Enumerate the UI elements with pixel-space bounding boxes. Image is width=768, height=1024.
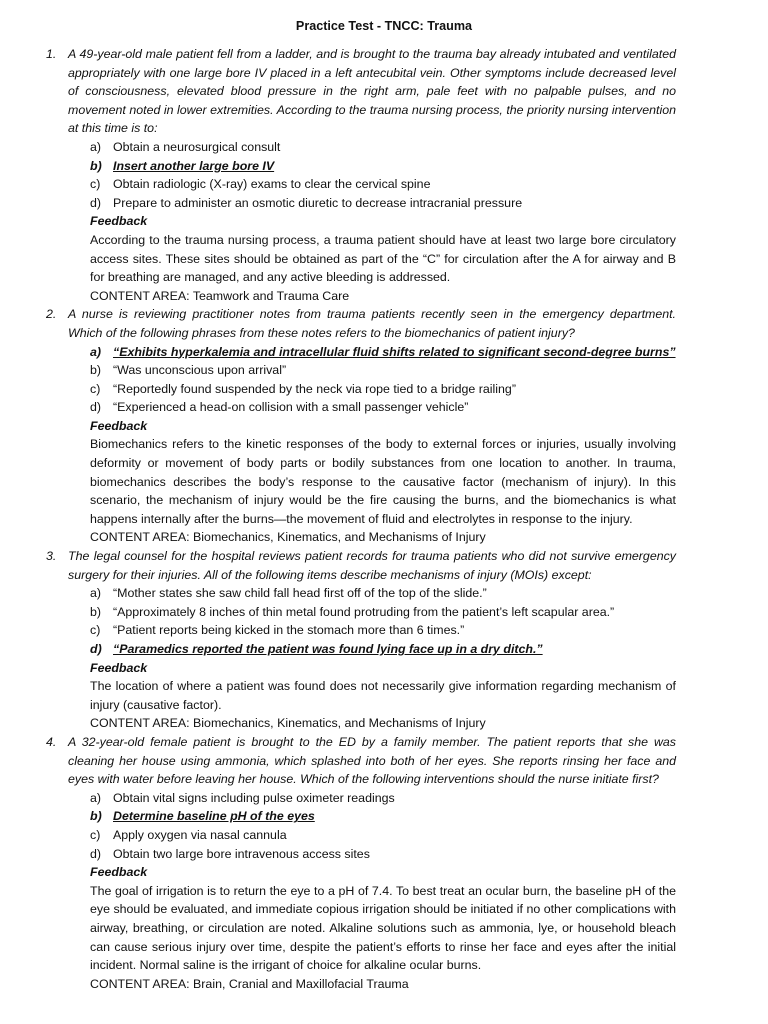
option-text: “Mother states she saw child fall head first off of the top of the slide.” [113,586,487,601]
question-stem-row [46,45,676,138]
option-text: Determine baseline pH of the eyes [113,809,315,824]
option-letter: c) [90,623,101,638]
feedback-text: According to the trauma nursing process, a trauma patient should have at least two large bore circulatory access sites. These sites should be obtained as part of the “C” for circulation after the A for airway and B for breathing are managed, and any active bleeding is addressed. [90,232,676,285]
option-a [90,584,676,603]
option-letter: d) [90,195,102,210]
option-text: Prepare to administer an osmotic diuretic to decrease intracranial pressure [113,195,523,210]
option-d [90,194,676,213]
question-number: 2. [46,307,57,322]
option-text: Obtain two large bore intravenous access sites [113,846,370,861]
answer-block [90,138,676,305]
option-d [90,398,676,417]
question-3 [46,547,676,733]
question-1 [46,45,676,305]
feedback-label: Feedback [90,660,148,675]
option-a-correct [90,343,676,362]
option-b-correct [90,807,676,826]
option-a [90,789,676,808]
option-a [90,138,676,157]
question-stem: The legal counsel for the hospital reviews patient records for trauma patients who did not survive emergency surgery for their injuries. All of the following items describe mechanisms of injury (MOIs) except: [68,549,676,582]
option-letter: d) [90,846,102,861]
option-c [90,380,676,399]
feedback-text: The location of where a patient was found does not necessarily give information regarding mechanism of injury (causative factor). [90,679,676,712]
question-number: 1. [46,47,57,61]
document-title: Practice Test - TNCC: Trauma [295,19,473,33]
question-stem-row [46,305,676,342]
option-d-correct [90,640,676,659]
feedback-label: Feedback [90,214,148,229]
answer-block [90,584,676,733]
option-c [90,826,676,845]
option-letter: c) [90,177,101,192]
option-text: Obtain radiologic (X-ray) exams to clear the cervical spine [113,177,431,192]
option-text: “Approximately 8 inches of thin metal found protruding from the patient’s left scapular area.” [113,604,615,619]
content-area: CONTENT AREA: Biomechanics, Kinematics, and Mechanisms of Injury [90,530,486,545]
option-letter: d) [90,400,102,415]
question-stem-row [46,733,676,789]
option-letter: c) [90,381,101,396]
option-letter: d) [90,642,102,656]
option-letter: b) [90,809,102,824]
option-b [90,361,676,380]
question-stem-row [46,547,676,584]
question-4 [46,733,676,993]
option-text: “Experienced a head-on collision with a small passenger vehicle” [113,400,469,415]
option-b [90,603,676,622]
question-stem: A nurse is reviewing practitioner notes from trauma patients recently seen in the emergency department. Which of the following phrases from these notes refers to the biomechanics of patient injury? [68,307,676,340]
feedback-label: Feedback [90,418,148,433]
option-letter: b) [90,363,102,378]
option-text: Obtain a neurosurgical consult [113,139,281,154]
question-number: 4. [46,734,57,749]
option-text: “Patient reports being kicked in the stomach more than 6 times.” [113,623,465,638]
question-stem: A 32-year-old female patient is brought to the ED by a family member. The patient reports that she was cleaning her house using ammonia, which splashed into both of her eyes. She reports rinsing her face and eyes with water before leaving her house. Which of the following interventions should the nurse initiate first? [68,734,676,787]
option-b-correct [90,157,676,176]
option-c [90,621,676,640]
option-letter: a) [90,139,102,154]
content-area: CONTENT AREA: Biomechanics, Kinematics, and Mechanisms of Injury [90,716,486,731]
option-text: “Paramedics reported the patient was found lying face up in a dry ditch.” [113,642,543,656]
answer-block [90,789,676,994]
content-area: CONTENT AREA: Brain, Cranial and Maxillofacial Trauma [90,976,409,991]
option-c [90,175,676,194]
question-2 [46,305,676,547]
question-stem: A 49-year-old male patient fell from a ladder, and is brought to the trauma bay already intubated and ventilated appropriately with one large bore IV placed in a left antecubital vein. Other symptoms include decreased level of consciousness, elevated blood pressure in the right arm, pale feet with no palpable pulses, and no movement noted in lower extremities. According to the trauma nursing process, the priority nursing intervention at this time is to: [68,47,676,136]
option-letter: a) [90,344,102,359]
option-letter: a) [90,790,102,805]
question-number: 3. [46,549,57,564]
feedback-text: Biomechanics refers to the kinetic responses of the body to external forces or injuries, usually involving deformity or movement of body parts or bodily substances from one location to another. In trauma, biomechanics describes the body’s response to the causative factor (mechanism of injury). In this scenario, the mechanism of injury would be the fire causing the burns, and the biomechanics is what happens internally after the burns—the movement of fluid and electrolytes in response to the injury. [90,437,676,526]
option-d [90,845,676,864]
option-text: Apply oxygen via nasal cannula [113,827,287,842]
option-letter: a) [90,586,102,601]
option-text: “Was unconscious upon arrival” [113,363,287,378]
option-text: Insert another large bore IV [113,158,275,173]
option-text: “Reportedly found suspended by the neck via rope tied to a bridge railing” [113,381,516,396]
option-text: Obtain vital signs including pulse oximeter readings [113,790,395,805]
answer-block [90,343,676,548]
feedback-text: The goal of irrigation is to return the eye to a pH of 7.4. To best treat an ocular burn, the baseline pH of the eye should be evaluated, and immediate copious irrigation should be initiated if no other complications with airway, breathing, or circulation are noted. Alkaline solutions such as ammonia, lye, or household bleach can cause serious injury over time, despite the patient’s efforts to rinse her face and eyes after the initial incident. Normal saline is the irrigant of choice for alkaline ocular burns. [90,883,676,973]
content-area: CONTENT AREA: Teamwork and Trauma Care [90,288,350,303]
option-text: “Exhibits hyperkalemia and intracellular fluid shifts related to significant second-degree burns” [113,344,676,359]
option-letter: b) [90,158,102,173]
feedback-label: Feedback [90,865,148,880]
question-list [46,45,676,993]
option-letter: b) [90,604,102,619]
option-letter: c) [90,827,101,842]
